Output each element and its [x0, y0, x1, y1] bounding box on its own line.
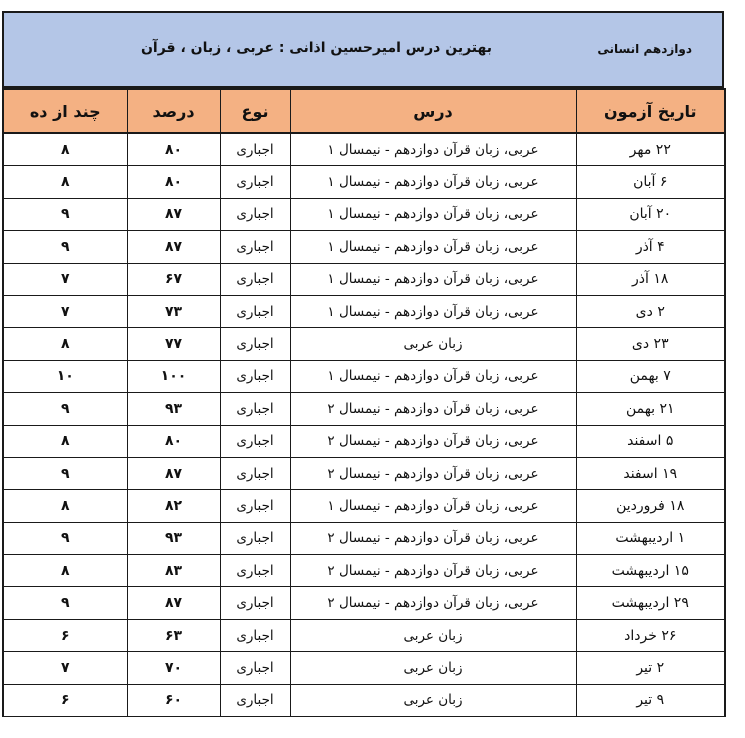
score-cell: ۹ — [3, 522, 127, 554]
exam-date-cell: ۷ بهمن — [576, 360, 725, 392]
column-header-score: چند از ده — [3, 89, 127, 133]
score-cell: ۶ — [3, 684, 127, 716]
score-cell: ۸ — [3, 328, 127, 360]
score-cell: ۹ — [3, 393, 127, 425]
lesson-cell: عربی، زبان قرآن دوازدهم - نیمسال ۱ — [290, 490, 576, 522]
exam-results-table — [2, 88, 726, 717]
report-title: بهترین درس امیرحسین اذانی : عربی ، زبان ، قرآن — [140, 40, 492, 56]
type-cell: اجباری — [220, 522, 290, 554]
type-cell: اجباری — [220, 133, 290, 166]
percent-cell: ۱۰۰ — [127, 360, 220, 392]
percent-cell: ۶۳ — [127, 619, 220, 651]
table-row — [3, 328, 725, 360]
type-cell: اجباری — [220, 295, 290, 327]
column-header-lesson: درس — [290, 89, 576, 133]
table-row — [3, 198, 725, 230]
lesson-cell: عربی، زبان قرآن دوازدهم - نیمسال ۲ — [290, 555, 576, 587]
type-cell: اجباری — [220, 555, 290, 587]
table-row — [3, 490, 725, 522]
type-cell: اجباری — [220, 684, 290, 716]
lesson-cell: عربی، زبان قرآن دوازدهم - نیمسال ۱ — [290, 263, 576, 295]
exam-date-cell: ۵ اسفند — [576, 425, 725, 457]
percent-cell: ۸۳ — [127, 555, 220, 587]
table-row — [3, 587, 725, 619]
percent-cell: ۸۷ — [127, 457, 220, 489]
table-row — [3, 619, 725, 651]
table-row — [3, 684, 725, 716]
table-row — [3, 360, 725, 392]
lesson-cell: عربی، زبان قرآن دوازدهم - نیمسال ۱ — [290, 295, 576, 327]
score-cell: ۹ — [3, 231, 127, 263]
type-cell: اجباری — [220, 587, 290, 619]
score-cell: ۹ — [3, 198, 127, 230]
percent-cell: ۶۰ — [127, 684, 220, 716]
percent-cell: ۸۰ — [127, 133, 220, 166]
exam-date-cell: ۲ تیر — [576, 652, 725, 684]
percent-cell: ۸۰ — [127, 425, 220, 457]
lesson-cell: عربی، زبان قرآن دوازدهم - نیمسال ۲ — [290, 457, 576, 489]
type-cell: اجباری — [220, 490, 290, 522]
exam-date-cell: ۱ اردیبهشت — [576, 522, 725, 554]
lesson-cell: عربی، زبان قرآن دوازدهم - نیمسال ۱ — [290, 166, 576, 198]
score-cell: ۷ — [3, 295, 127, 327]
column-header-percent: درصد — [127, 89, 220, 133]
type-cell: اجباری — [220, 619, 290, 651]
score-cell: ۱۰ — [3, 360, 127, 392]
type-cell: اجباری — [220, 328, 290, 360]
score-cell: ۸ — [3, 490, 127, 522]
score-cell: ۸ — [3, 166, 127, 198]
type-cell: اجباری — [220, 263, 290, 295]
lesson-cell: زبان عربی — [290, 684, 576, 716]
percent-cell: ۷۳ — [127, 295, 220, 327]
score-cell: ۸ — [3, 425, 127, 457]
exam-date-cell: ۱۸ فروردین — [576, 490, 725, 522]
percent-cell: ۷۷ — [127, 328, 220, 360]
percent-cell: ۸۲ — [127, 490, 220, 522]
table-row — [3, 425, 725, 457]
exam-date-cell: ۲۶ خرداد — [576, 619, 725, 651]
type-cell: اجباری — [220, 166, 290, 198]
lesson-cell: عربی، زبان قرآن دوازدهم - نیمسال ۱ — [290, 231, 576, 263]
lesson-cell: عربی، زبان قرآن دوازدهم - نیمسال ۲ — [290, 425, 576, 457]
exam-date-cell: ۱۵ اردیبهشت — [576, 555, 725, 587]
exam-date-cell: ۹ تیر — [576, 684, 725, 716]
percent-cell: ۷۰ — [127, 652, 220, 684]
table-row — [3, 166, 725, 198]
score-cell: ۸ — [3, 555, 127, 587]
exam-date-cell: ۲۰ آبان — [576, 198, 725, 230]
percent-cell: ۶۷ — [127, 263, 220, 295]
header-row — [3, 89, 725, 133]
lesson-cell: زبان عربی — [290, 619, 576, 651]
type-cell: اجباری — [220, 198, 290, 230]
score-cell: ۹ — [3, 587, 127, 619]
lesson-cell: عربی، زبان قرآن دوازدهم - نیمسال ۱ — [290, 198, 576, 230]
score-cell: ۶ — [3, 619, 127, 651]
percent-cell: ۸۰ — [127, 166, 220, 198]
lesson-cell: زبان عربی — [290, 652, 576, 684]
type-cell: اجباری — [220, 652, 290, 684]
type-cell: اجباری — [220, 393, 290, 425]
exam-date-cell: ۴ آذر — [576, 231, 725, 263]
score-cell: ۹ — [3, 457, 127, 489]
table-row — [3, 295, 725, 327]
score-cell: ۷ — [3, 263, 127, 295]
lesson-cell: عربی، زبان قرآن دوازدهم - نیمسال ۲ — [290, 587, 576, 619]
score-cell: ۷ — [3, 652, 127, 684]
table-row — [3, 263, 725, 295]
exam-date-cell: ۶ آبان — [576, 166, 725, 198]
title-banner — [2, 11, 724, 88]
type-cell: اجباری — [220, 231, 290, 263]
exam-date-cell: ۲۲ مهر — [576, 133, 725, 166]
exam-date-cell: ۲ دی — [576, 295, 725, 327]
table-row — [3, 231, 725, 263]
column-header-type: نوع — [220, 89, 290, 133]
report-sheet — [2, 11, 724, 717]
type-cell: اجباری — [220, 457, 290, 489]
table-row — [3, 457, 725, 489]
exam-date-cell: ۱۸ آذر — [576, 263, 725, 295]
grade-label: دوازدهم انسانی — [597, 42, 692, 56]
type-cell: اجباری — [220, 425, 290, 457]
table-row — [3, 555, 725, 587]
percent-cell: ۹۳ — [127, 393, 220, 425]
percent-cell: ۸۷ — [127, 231, 220, 263]
table-row — [3, 393, 725, 425]
type-cell: اجباری — [220, 360, 290, 392]
exam-date-cell: ۲۳ دی — [576, 328, 725, 360]
percent-cell: ۹۳ — [127, 522, 220, 554]
table-row — [3, 652, 725, 684]
lesson-cell: زبان عربی — [290, 328, 576, 360]
lesson-cell: عربی، زبان قرآن دوازدهم - نیمسال ۲ — [290, 393, 576, 425]
lesson-cell: عربی، زبان قرآن دوازدهم - نیمسال ۲ — [290, 522, 576, 554]
table-row — [3, 133, 725, 166]
score-cell: ۸ — [3, 133, 127, 166]
lesson-cell: عربی، زبان قرآن دوازدهم - نیمسال ۱ — [290, 133, 576, 166]
table-row — [3, 522, 725, 554]
exam-date-cell: ۲۱ بهمن — [576, 393, 725, 425]
percent-cell: ۸۷ — [127, 587, 220, 619]
exam-date-cell: ۱۹ اسفند — [576, 457, 725, 489]
lesson-cell: عربی، زبان قرآن دوازدهم - نیمسال ۱ — [290, 360, 576, 392]
exam-date-cell: ۲۹ اردیبهشت — [576, 587, 725, 619]
percent-cell: ۸۷ — [127, 198, 220, 230]
column-header-date: تاریخ آزمون — [576, 89, 725, 133]
